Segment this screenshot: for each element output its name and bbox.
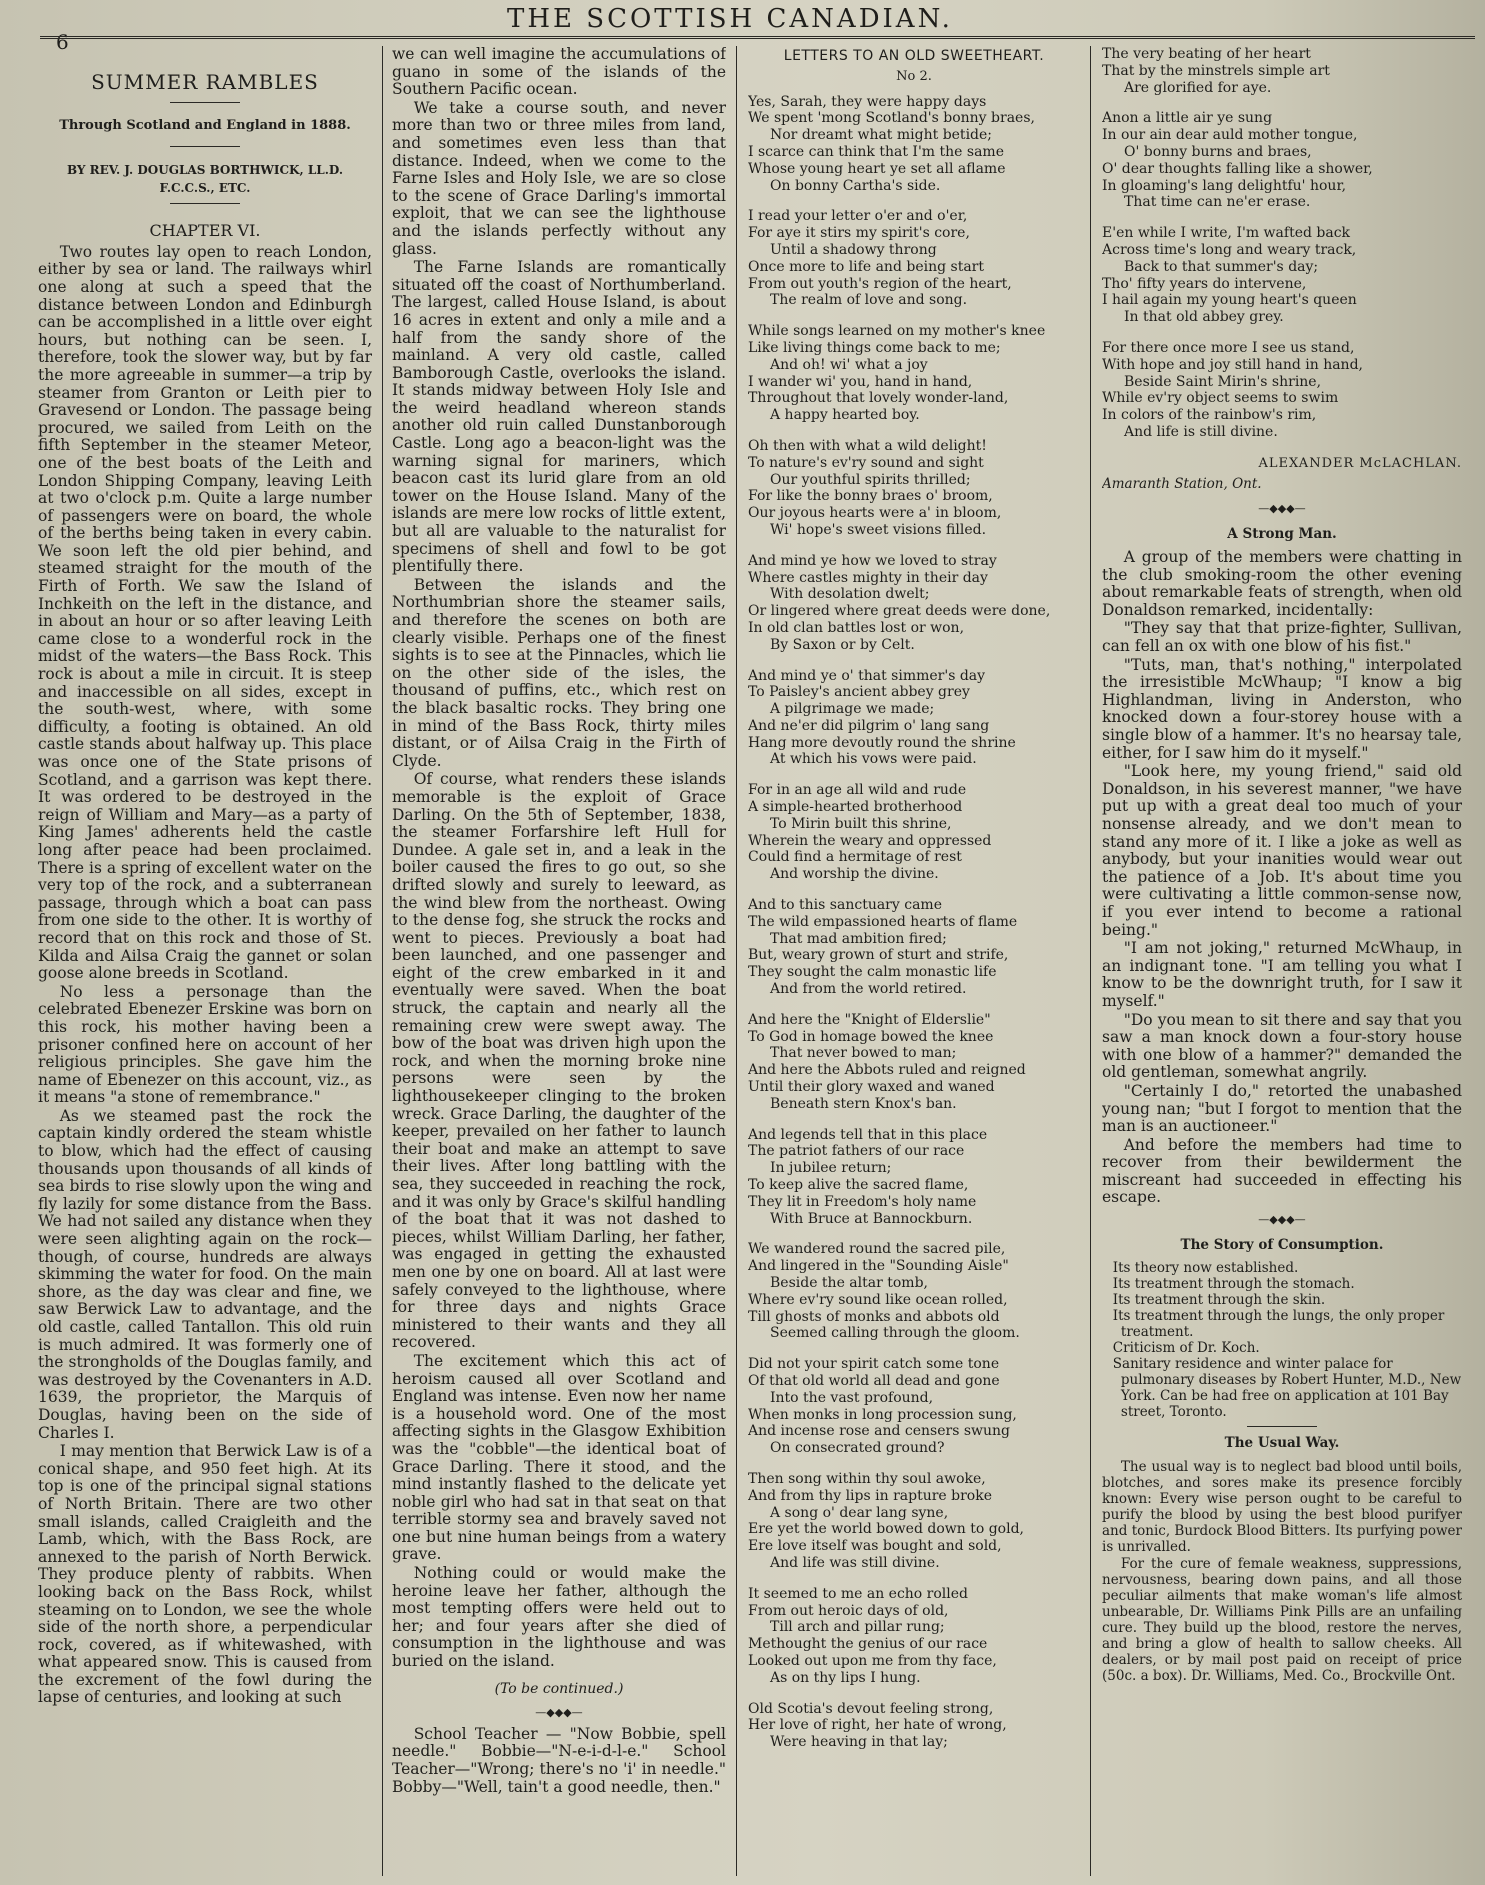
poem-stanza	[1102, 340, 1462, 441]
paragraph: "Tuts, man, that's nothing," interpolated the irresistible McWhaup; "I know a big Highlandman, living in Anderston, who knocked down a four-storey house with a single blow of a hammer. It's no hearsay tale, either, for I saw him do it myself."	[1102, 655, 1462, 762]
poem-stanza	[748, 1586, 1080, 1687]
poem-body	[748, 94, 1080, 1751]
poem-line: Or lingered where great deeds were done,	[748, 603, 1051, 620]
chapter-heading: CHAPTER VI.	[149, 221, 261, 241]
poem-line: In that old abbey grey.	[1124, 309, 1284, 326]
poem-line: Beside the altar tomb,	[770, 1275, 928, 1291]
poem-line: And to this sanctuary came	[748, 897, 942, 914]
poem-line: Till arch and pillar rung;	[770, 1619, 945, 1636]
poem-stanza	[748, 553, 1080, 654]
poem-line: Across time's long and weary track,	[1102, 241, 1357, 258]
poem-line: From out heroic days of old,	[748, 1602, 949, 1619]
poem-line: And worship the divine.	[770, 866, 939, 883]
poem-line: I hail again my young heart's queen	[1102, 292, 1357, 309]
poem-line: To nature's ev'ry sound and sight	[748, 454, 984, 471]
ornament-divider: —◆◆◆—	[1258, 1213, 1306, 1227]
poem-line: Until their glory waxed and waned	[748, 1079, 995, 1096]
poem-line: I wander wi' you, hand in hand,	[748, 373, 973, 390]
poem-stanza	[748, 1241, 1080, 1342]
poem-line: Until a shadowy throng	[770, 241, 937, 258]
poem-line: And life is still divine.	[1124, 423, 1278, 440]
poem-line: But, weary grown of sturt and strife,	[748, 947, 1009, 964]
advert-paragraph: The usual way is to neglect bad blood until boils, blotches, and sores make its presence forcibly known: Every wise person ought to be careful to purify the blood by using the best blood purifyer and tonic, Burdock Blood Bitters. Its purfying power is unrivalled.	[1102, 1458, 1462, 1555]
paragraph: We take a course south, and never more than two or three miles from land, and sometimes even less than that distance. Indeed, when we come to the Farne Isles and Holy Isle, we are so close to the scene of Grace Darling's immortal exploit, that we can see the lighthouse and the islands perfectly without any glass.	[392, 98, 726, 258]
poem-line: Could find a hermitage of rest	[748, 849, 962, 866]
advert-line: Its treatment through the skin.	[1112, 1292, 1326, 1309]
byline-credentials: F.C.C.S., ETC.	[159, 181, 251, 196]
masthead-rule	[40, 36, 1475, 39]
poem-line: In colors of the rainbow's rim,	[1102, 407, 1317, 424]
strong-man-article	[1102, 549, 1462, 1207]
poem-line: Whose young heart ye set all aflame	[748, 160, 1006, 177]
poem-line: And incense rose and censers swung	[748, 1423, 1011, 1440]
poem-line: They lit in Freedom's holy name	[748, 1193, 977, 1210]
poem-line: Tho' fifty years do intervene,	[1102, 275, 1307, 292]
consumption-heading: The Story of Consumption.	[1180, 1236, 1384, 1253]
poem-line: And mind ye how we loved to stray	[748, 552, 997, 569]
poem-line: Where ev'ry sound like ocean rolled,	[748, 1291, 1008, 1308]
poem-line: A happy hearted boy.	[770, 407, 920, 424]
paragraph: "Certainly I do," retorted the unabashed young nan; "but I forgot to mention that the man is an auctioneer."	[1102, 1081, 1462, 1136]
poem-line: Throughout that lovely wonder-land,	[748, 390, 1009, 407]
page-number: 6	[56, 30, 69, 54]
poem-line: On consecrated ground?	[770, 1440, 945, 1457]
poem-line: Old Scotia's devout feeling strong,	[748, 1700, 994, 1717]
poem-line: To Mirin built this shrine,	[770, 815, 952, 832]
poem-line: Into the vast profound,	[770, 1389, 934, 1406]
poem-line: Where castles mighty in their day	[748, 569, 988, 586]
poem-line: Are glorified for aye.	[1124, 79, 1272, 96]
poem-line: The realm of love and song.	[770, 292, 968, 309]
continued-note: (To be continued.)	[494, 1680, 624, 1697]
poem-line: For aye it stirs my spirit's core,	[748, 225, 970, 242]
poem-line: For there once more I see us stand,	[1102, 339, 1355, 356]
poem-line: Of that old world all dead and gone	[748, 1372, 1000, 1389]
poem-line: A pilgrimage we made;	[770, 701, 935, 718]
poem-stanza	[748, 1471, 1080, 1572]
poem-stanza	[748, 94, 1080, 195]
poem-stanza	[748, 782, 1080, 883]
poem-stanza	[748, 668, 1080, 769]
poem-line: Her love of right, her hate of wrong,	[748, 1717, 1007, 1734]
article-subheading: Through Scotland and England in 1888.	[59, 117, 351, 133]
poem-line: We spent 'mong Scotland's bonny braes,	[748, 110, 1035, 127]
poem-line: And oh! wi' what a joy	[770, 356, 928, 373]
poem-line: In gloaming's lang delightfu' hour,	[1102, 177, 1347, 194]
paragraph: "Do you mean to sit there and say that you saw a man knock down a four-story house with one blow of a hammer?" demanded the old gentleman, somewhat angrily.	[1102, 1010, 1462, 1082]
section-rule	[1247, 1426, 1317, 1427]
paragraph: we can well imagine the accumulations of guano in some of the islands of the Southern Pacific ocean.	[392, 46, 726, 99]
poem-line: Oh then with what a wild delight!	[748, 437, 987, 454]
poem-line: Were heaving in that lay;	[770, 1734, 948, 1751]
poem-line: That never bowed to man;	[770, 1045, 957, 1062]
poem-line: When monks in long procession sung,	[748, 1406, 1017, 1423]
usual-way-heading: The Usual Way.	[1224, 1435, 1340, 1452]
author-place: Amaranth Station, Ont.	[1102, 476, 1262, 493]
advert-line: Its theory now established.	[1112, 1260, 1299, 1277]
poem-line: And lingered in the "Sounding Aisle"	[748, 1258, 1009, 1275]
column-4	[1102, 46, 1462, 1876]
poem-stanza	[748, 1127, 1080, 1228]
poem-line: That by the minstrels simple art	[1102, 62, 1330, 79]
poem-line: And here the "Knight of Elderslie"	[748, 1011, 991, 1028]
paragraph: Between the islands and the Northumbrian shore the steamer sails, and therefore the scenes on both are clearly visible. Perhaps one of the finest sights is to see at the Pinnacles, which lie on the other side of the isles, the thousand of puffins, etc., which rest on the black basaltic rocks. They bring one in mind of the Bass Rock, thirty miles distant, or of Ailsa Craig in the Firth of Clyde.	[392, 575, 726, 770]
poem-line: Ere yet the world bowed down to gold,	[748, 1521, 1024, 1538]
advert-line: Its treatment through the stomach.	[1112, 1276, 1355, 1293]
paragraph: "I am not joking," returned McWhaup, in an indignant tone. "I am telling you what I know to be the downright truth, for I saw it myself."	[1102, 939, 1462, 1010]
poem-line: Till ghosts of monks and abbots old	[748, 1308, 1000, 1325]
column-divider	[382, 46, 383, 1876]
poem-stanza	[748, 1701, 1080, 1751]
poem-line: Beside Saint Mirin's shrine,	[1124, 373, 1322, 390]
poem-line: Hang more devoutly round the shrine	[748, 734, 1016, 751]
poem-line: E'en while I write, I'm wafted back	[1102, 225, 1351, 242]
poem-line: And from thy lips in rapture broke	[748, 1487, 992, 1504]
newspaper-title: THE SCOTTISH CANADIAN.	[507, 4, 953, 34]
poem-line: And from the world retired.	[770, 981, 967, 998]
poem-line: While ev'ry object seems to swim	[1102, 390, 1339, 407]
poem-line: And life was still divine.	[770, 1554, 940, 1571]
poem-line: That mad ambition fired;	[770, 930, 947, 947]
poem-line: That time can ne'er erase.	[1124, 194, 1311, 211]
joke-paragraph: School Teacher — "Now Bobbie, spell needle." Bobbie—"N-e-i-d-l-e." School Teacher—"Wrong; there's no 'i' in needle." Bobby—"Well, tain't a good needle, then."	[392, 1724, 726, 1796]
poem-line: In old clan battles lost or won,	[748, 619, 965, 636]
poem-line: Yes, Sarah, they were happy days	[748, 93, 987, 110]
poem-line: Like living things come back to me;	[748, 339, 1001, 356]
poem-line: The patriot fathers of our race	[748, 1143, 965, 1160]
heading-rule	[170, 102, 240, 103]
paragraph: A group of the members were chatting in the club smoking-room the other evening about remarkable feats of strength, when old Donaldson remarked, incidentally:	[1102, 548, 1462, 619]
ornament-divider: —◆◆◆—	[535, 1706, 583, 1720]
poem-line: Then song within thy soul awoke,	[748, 1470, 986, 1487]
poem-line: With hope and joy still hand in hand,	[1102, 356, 1363, 373]
column-divider	[736, 46, 737, 1876]
poem-title: LETTERS TO AN OLD SWEETHEART.	[783, 48, 1045, 64]
poem-number: No 2.	[896, 69, 932, 84]
poem-line: The wild empassioned hearts of flame	[748, 913, 1018, 930]
poem-continuation	[1102, 46, 1462, 441]
poem-line: By Saxon or by Celt.	[770, 636, 915, 653]
poem-line: Methought the genius of our race	[748, 1636, 988, 1653]
poem-line: Back to that summer's day;	[1124, 258, 1319, 275]
byline	[38, 161, 372, 197]
strong-man-heading: A Strong Man.	[1227, 525, 1337, 542]
poem-line: A simple-hearted brotherhood	[748, 799, 963, 816]
poem-line: Our joyous hearts were a' in bloom,	[748, 505, 1002, 522]
poem-author: ALEXANDER McLACHLAN.	[1258, 455, 1462, 471]
column-divider	[1090, 46, 1091, 1876]
poem-stanza	[748, 897, 1080, 998]
poem-line: And here the Abbots ruled and reigned	[748, 1062, 1026, 1079]
poem-line: Once more to life and being start	[748, 258, 984, 275]
poem-line: Looked out upon me from thy face,	[748, 1652, 997, 1669]
byline-rule	[170, 203, 240, 204]
poem-line: At which his vows were paid.	[770, 751, 977, 768]
subheading-rule	[170, 146, 240, 147]
poem-stanza	[748, 1012, 1080, 1113]
poem-line: And mind ye o' that simmer's day	[748, 667, 986, 684]
paragraph: "They say that that prize-fighter, Sullivan, can fell an ox with one blow of his fist."	[1102, 619, 1462, 656]
column-1	[38, 46, 372, 1876]
advert-line: Criticism of Dr. Koch.	[1112, 1340, 1260, 1357]
poem-line: Seemed calling through the gloom.	[770, 1325, 1020, 1342]
poem-line: We wandered round the sacred pile,	[748, 1241, 1006, 1258]
poem-line: To keep alive the sacred flame,	[748, 1177, 969, 1194]
poem-stanza	[1102, 225, 1462, 326]
byline-name: BY REV. J. DOUGLAS BORTHWICK, LL.D.	[66, 163, 344, 178]
poem-stanza	[1102, 110, 1462, 211]
poem-line: O' bonny burns and braes,	[1124, 143, 1312, 160]
poem-line: While songs learned on my mother's knee	[748, 323, 1046, 340]
poem-line: In our ain dear auld mother tongue,	[1102, 127, 1358, 144]
poem-line: Nor dreamt what might betide;	[770, 127, 993, 144]
poem-stanza	[748, 1356, 1080, 1457]
poem-line: To God in homage bowed the knee	[748, 1028, 994, 1045]
usual-way-advert	[1102, 1459, 1462, 1684]
poem-line: With desolation dwelt;	[770, 586, 930, 603]
poem-line: As on thy lips I hung.	[770, 1669, 921, 1686]
poem-line: And ne'er did pilgrim o' lang sang	[748, 717, 990, 734]
poem-line: With Bruce at Bannockburn.	[770, 1210, 973, 1227]
poem-line: They sought the calm monastic life	[748, 964, 997, 981]
poem-stanza	[748, 208, 1080, 309]
poem-line: O' dear thoughts falling like a shower,	[1102, 160, 1373, 177]
paragraph: The Farne Islands are romantically situated off the coast of Northumberland. The largest, called House Island, is about 16 acres in extent and only a mile and a half from the sandy shore of the mainland. A very old castle, called Bamborough Castle, overlooks the island. It stands midway between Holy Isle and the weird headland whereon stands another old ruin called Dunstanborough Castle. Long ago a beacon-light was the warning signal for mariners, which beacon cast its lurid glare from an old tower on the House Island. Many of the islands are mere low rocks of little extent, but all are valuable to the naturalist for specimens of shell and fowl to be got plentifully there.	[392, 258, 726, 576]
paragraph: And before the members had time to recover from their bewilderment the miscreant had succeeded in effecting his escape.	[1102, 1135, 1462, 1207]
poem-line: I read your letter o'er and o'er,	[748, 208, 968, 225]
paragraph: I may mention that Berwick Law is of a conical shape, and 950 feet high. At its top is one of the principal signal stations of North Britain. There are two other small islands, called Craigleith and the Lamb, which, with the Bass Rock, are annexed to the parish of North Berwick. They produce plenty of rabbits. When looking back on the Bass Rock, whilst steaming on to London, we see the whole side of the north shore, a perpendicular rock, covered, as if whitewashed, with what appeared snow. This is caused from the excrement of the fowl during the lapse of centuries, and looking at such	[38, 1442, 372, 1707]
poem-line: Our youthful spirits thrilled;	[770, 471, 971, 488]
poem-line: Wherein the weary and oppressed	[748, 832, 992, 849]
paragraph: No less a personage than the celebrated Ebenezer Erskine was born on this rock, his mother having been a prisoner confined here on account of her religious principles. She gave him the name of Ebenezer on this account, viz., as it means "a stone of remembrance."	[38, 982, 372, 1107]
poem-line: For in an age all wild and rude	[748, 782, 967, 799]
paragraph: Of course, what renders these islands memorable is the exploit of Grace Darling. On the 5th of September, 1838, the steamer Forfarshire left Hull for Dundee. A gale set in, and a leak in the boiler caused the fires to go out, so she drifted slowly and surely to leeward, as the wind blew from the northeast. Owing to the dense fog, she struck the rocks and went to pieces. Previously a boat had been launched, and one passenger and eight of the crew embarked in it and eventually were saved. When the boat struck, the captain and nearly all the remaining crew were swept away. The bow of the boat was driven high upon the rock, and when the morning broke nine persons were seen by the lighthousekeeper clinging to the broken wreck. Grace Darling, the daughter of the keeper, prevailed on her father to launch their boat and make an attempt to save their lives. After long battling with the sea, they succeeded in reaching the rock, and it was only by Grace's skilful handling of the boat that it was not dashed to pieces, whilst William Darling, her father, was engaged in getting the exhausted men one by one on board. All at last were safely conveyed to the lighthouse, where for three days and nights Grace ministered to their wants and they all recovered.	[392, 770, 726, 1352]
poem-line: On bonny Cartha's side.	[770, 177, 941, 194]
poem-line: Did not your spirit catch some tone	[748, 1356, 1000, 1373]
poem-stanza	[748, 323, 1080, 424]
paragraph: "Look here, my young friend," said old Donaldson, in his severest manner, "we have put up with a great deal too much of your nonsense already, and we don't mean to stand any more of it. I like a joke as well as anybody, but your inanities would wear out the patience of a Job. It's about time you were cultivating a little common-sense now, if you ever intend to become a rational being."	[1102, 762, 1462, 939]
poem-line: Anon a little air ye sung	[1102, 110, 1273, 127]
poem-line: The very beating of her heart	[1102, 46, 1311, 62]
advert-line: Its treatment through the lungs, the only proper treatment.	[1112, 1308, 1445, 1341]
poem-line: Ere love itself was bought and sold,	[748, 1538, 1002, 1555]
article-heading: SUMMER RAMBLES	[91, 70, 319, 94]
poem-line: I scarce can think that I'm the same	[748, 143, 1004, 160]
poem-line: To Paisley's ancient abbey grey	[748, 684, 970, 701]
poem-stanza	[1102, 46, 1462, 96]
poem-line: From out youth's region of the heart,	[748, 275, 1012, 292]
poem-line: For like the bonny braes o' broom,	[748, 488, 993, 505]
column-3	[748, 46, 1080, 1876]
ornament-divider: —◆◆◆—	[1258, 501, 1306, 515]
poem-line: And legends tell that in this place	[748, 1126, 988, 1143]
poem-line: Wi' hope's sweet visions filled.	[770, 521, 987, 538]
advert-paragraph: For the cure of female weakness, suppressions, nervousness, bearing down pains, and all those peculiar ailments that make woman's life almost unbearable, Dr. Williams Pink Pills are an unfailing cure. They build up the blood, restore the nerves, and bring a glow of health to sallow cheeks. All dealers, or by mail post paid on receipt of price (50c. a box). Dr. Williams, Med. Co., Brockville Ont.	[1102, 1555, 1462, 1684]
paragraph: Two routes lay open to reach London, either by sea or land. The railways whirl one along at such a speed that the distance between London and Edinburgh can be accomplished in a little over eight hours, but nothing can be seen. I, therefore, took the slower way, but by far the more agreeable in summer—a trip by steamer from Granton or Leith pier to Gravesend or London. The passage being procured, we sailed from Leith on the fifth September in the steamer Meteor, one of the best boats of the Leith and London Shipping Company, leaving Leith at two o'clock p.m. Quite a large number of passengers were on board, the whole of the berths being taken in every cabin. We soon left the old pier behind, and steamed straight for the mouth of the Firth of Forth. We saw the Island of Inchkeith on the left in the distance, and in about an hour or so after leaving Leith came close to a wonderful rock in the midst of the waters—the Bass Rock. This rock is about a mile in circuit. It is steep and inaccessible on all sides, except in the south-west, where, with some difficulty, a footing is obtained. An old castle stands about halfway up. This place was once one of the State prisons of Scotland, and a garrison was kept there. It was ordered to be destroyed in the reign of William and Mary—as a party of King James' adherents held the castle long after peace had been proclaimed. There is a spring of excellent water on the very top of the rock, and a subterranean passage, through which a boat can pass from one side to the other. It is worthy of record that on this rock and those of St. Kilda and Ailsa Craig the gannet or solan goose alone breeds in Scotland.	[38, 242, 372, 983]
poem-line: It seemed to me an echo rolled	[748, 1585, 969, 1602]
poem-stanza	[748, 438, 1080, 539]
paragraph: As we steamed past the rock the captain kindly ordered the steam whistle to blow, which had the effect of causing thousands upon thousands of all kinds of sea birds to rise slowly upon the wing and fly lazily for some distance from the Bass. We had not sailed any distance when they were seen alighting again on the rock—though, of course, hundreds are always skimming the water for food. On the main shore, as the day was clear and fine, we saw Berwick Law to advantage, and the old castle, called Tantallon. This old ruin is much admired. It was formerly one of the strongholds of the Douglas family, and was destroyed by the Covenanters in A.D. 1639, the proprietor, the Marquis of Douglas, having been on the side of Charles I.	[38, 1106, 372, 1442]
poem-line: A song o' dear lang syne,	[770, 1504, 949, 1521]
consumption-advert	[1102, 1260, 1462, 1420]
poem-line: In jubilee return;	[770, 1160, 892, 1177]
paragraph: The excitement which this act of heroism caused all over Scotland and England was intense. Even now her name is a household word. One of the most affecting sights in the Glasgow Exhibition was the "cobble"—the identical boat of Grace Darling. There it stood, and the mind instantly flashed to the delicate yet noble girl who had sat in that seat on that terrible stormy sea and bravely saved not one but nine human beings from a watery grave.	[392, 1351, 726, 1564]
column-2	[392, 46, 726, 1876]
poem-line: Beneath stern Knox's ban.	[770, 1095, 957, 1112]
paragraph: Nothing could or would make the heroine leave her father, although the most tempting offers were held out to her; and four years after she died of consumption in the lighthouse and was buried on the island.	[392, 1564, 726, 1671]
advert-line: Sanitary residence and winter palace for pulmonary diseases by Robert Hunter, M.D., New York. Can be had free on application at 101 Bay street, Toronto.	[1112, 1356, 1462, 1421]
